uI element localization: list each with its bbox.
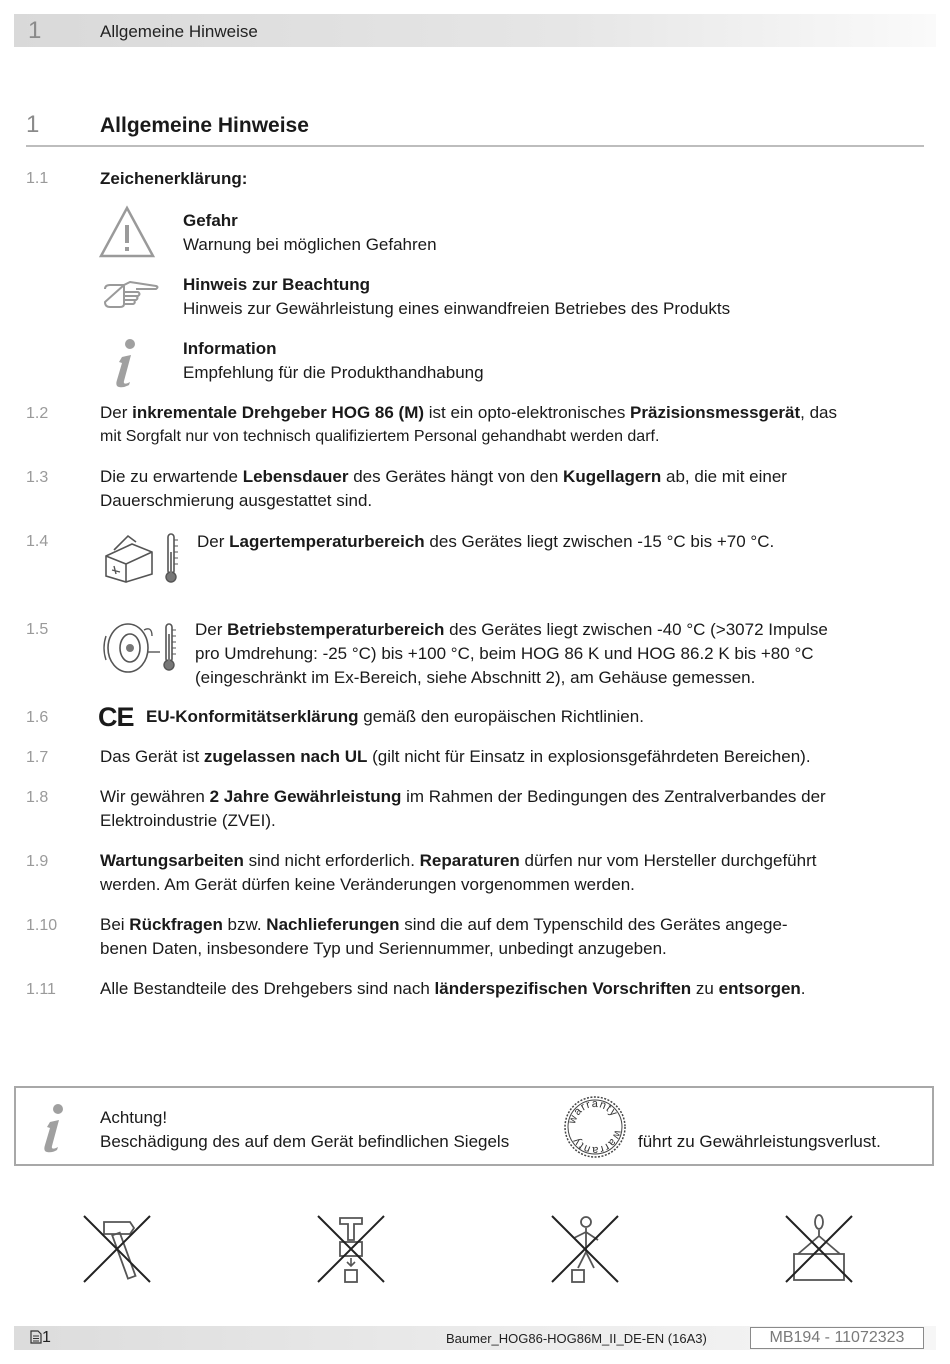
no-hammer-icon xyxy=(82,1214,152,1284)
notice-title: Achtung! xyxy=(100,1108,168,1127)
no-stepping-icon xyxy=(550,1214,620,1284)
legend-item-danger xyxy=(183,209,437,257)
page-number: 1 xyxy=(30,1329,51,1347)
seal-text: warranty xyxy=(569,1128,624,1157)
warning-notice-box xyxy=(14,1086,934,1166)
item-1-7-text: Das Gerät ist zugelassen nach UL (gilt nicht für Einsatz in explosionsgefährdeten Bereichen). xyxy=(100,747,811,766)
item-number: 1.4 xyxy=(26,533,49,550)
legend-item-information xyxy=(183,337,484,385)
warning-triangle-icon xyxy=(98,205,156,259)
section-divider xyxy=(26,145,924,147)
legend-description: Warnung bei möglichen Gefahren xyxy=(183,235,437,254)
svg-text:warranty xyxy=(570,1128,624,1156)
header-bar xyxy=(14,14,936,47)
item-number: 1.10 xyxy=(26,917,58,934)
item-number: 1.9 xyxy=(26,853,49,870)
item-number: 1.8 xyxy=(26,789,49,806)
storage-temperature-icon xyxy=(102,530,184,584)
item-1-8-text: Wir gewähren 2 Jahre Gewährleistung im Rahmen der Bedingungen des Zentralverbandes der Elektroindustrie (ZVEI). xyxy=(100,787,826,830)
legend-title: Hinweis zur Beachtung xyxy=(183,275,371,294)
page-icon xyxy=(30,1330,42,1344)
warranty-seal-icon xyxy=(562,1094,628,1160)
item-1-10-text: Bei Rückfragen bzw. Nachlieferungen sind die auf dem Typenschild des Gerätes angege- benen Daten, insbesondere Typ und Seriennummer, unbedingt anzugeben. xyxy=(100,915,788,958)
seal-text: warranty xyxy=(566,1097,621,1126)
item-1-2-text: Der inkrementale Drehgeber HOG 86 (M) ist ein opto-elektronisches Präzisionsmessgerät, das mit Sorgfalt nur von technisch qualifiziertem Personal gehandhabt werden darf. xyxy=(100,403,837,445)
section-number: 1 xyxy=(26,111,40,138)
no-hanging-load-icon xyxy=(784,1214,854,1284)
item-number: 1.6 xyxy=(26,709,49,726)
document-code: MB194 - 11072323 xyxy=(750,1327,924,1349)
notice-text-end: führt zu Gewährleistungsverlust. xyxy=(638,1132,881,1151)
item-number: 1.7 xyxy=(26,749,49,766)
item-1-11-text: Alle Bestandteile des Drehgebers sind nach länderspezifischen Vorschriften zu entsorgen. xyxy=(100,979,806,998)
footer-bar xyxy=(14,1326,936,1350)
item-number: 1.2 xyxy=(26,405,49,422)
item-1-3-text: Die zu erwartende Lebensdauer des Gerätes hängt von den Kugellagern ab, die mit einer Dauerschmierung ausgestattet sind. xyxy=(100,467,787,510)
info-icon xyxy=(40,1102,70,1154)
item-1-4-text: Der Lagertemperaturbereich des Gerätes liegt zwischen -15 °C bis +70 °C. xyxy=(197,532,775,551)
item-1-6-text: EU-Konformitätserklärung gemäß den europäischen Richtlinien. xyxy=(146,707,644,726)
item-number: 1.5 xyxy=(26,621,49,638)
notice-text: Beschädigung des auf dem Gerät befindlichen Siegels xyxy=(100,1132,510,1151)
item-1-5-text: Der Betriebstemperaturbereich des Gerätes liegt zwischen -40 °C (>3072 Impulse pro Umdrehung: -25 °C) bis +100 °C, beim HOG 86 K und HOG 86.2 K bis +80 °C (eingeschränkt im Ex-Bereich, siehe Abschnitt 2), am Gehäuse gemessen. xyxy=(195,620,828,687)
legend-item-note xyxy=(183,273,730,321)
info-icon xyxy=(112,337,142,389)
ce-mark-icon: CE xyxy=(98,702,134,732)
operating-temperature-icon xyxy=(100,618,182,674)
pointing-hand-icon xyxy=(102,280,160,310)
legend-description: Hinweis zur Gewährleistung eines einwandfreien Betriebes des Produkts xyxy=(183,299,731,318)
header-chapter-title: Allgemeine Hinweise xyxy=(100,22,258,41)
section-title: Allgemeine Hinweise xyxy=(100,114,309,137)
item-1-9-text: Wartungsarbeiten sind nicht erforderlich. Reparaturen dürfen nur vom Hersteller durchgeführt werden. Am Gerät dürfen keine Veränderungen vorgenommen werden. xyxy=(100,851,817,894)
legend-title: Gefahr xyxy=(183,211,238,230)
header-chapter-number: 1 xyxy=(28,17,42,44)
legend-heading: Zeichenerklärung: xyxy=(100,169,248,188)
item-number: 1.1 xyxy=(26,170,49,187)
document-id: Baumer_HOG86-HOG86M_II_DE-EN (16A3) xyxy=(446,1331,707,1346)
legend-description: Empfehlung für die Produkthandhabung xyxy=(183,363,484,382)
legend-title: Information xyxy=(183,339,277,358)
item-number: 1.11 xyxy=(26,981,56,998)
item-number: 1.3 xyxy=(26,469,49,486)
no-pressing-icon xyxy=(316,1214,386,1284)
